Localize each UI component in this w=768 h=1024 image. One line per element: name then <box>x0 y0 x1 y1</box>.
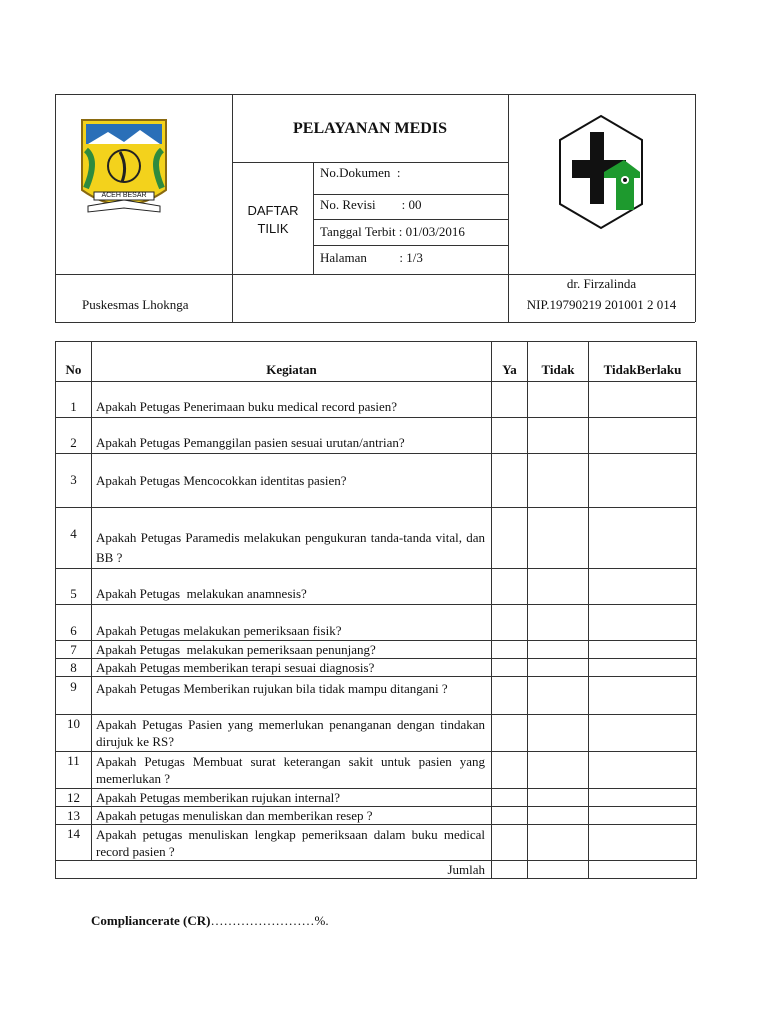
check-ya[interactable] <box>492 659 528 677</box>
check-ya[interactable] <box>492 677 528 715</box>
col-kegiatan: Kegiatan <box>92 342 492 382</box>
signer-name: dr. Firzalinda <box>566 276 637 291</box>
aceh-besar-emblem <box>78 110 170 222</box>
check-tidak-berlaku[interactable] <box>589 715 697 752</box>
row-activity: Apakah Petugas melakukan anamnesis? <box>92 569 492 605</box>
check-ya[interactable] <box>492 382 528 418</box>
check-ya[interactable] <box>492 418 528 454</box>
table-row <box>56 569 697 605</box>
compliance-label: Compliancerate (CR) <box>91 913 211 928</box>
signer-nip: NIP.19790219 201001 2 014 <box>526 297 677 312</box>
compliance-unit: %. <box>314 913 329 928</box>
table-row <box>56 382 697 418</box>
check-tidak-berlaku[interactable] <box>589 825 697 861</box>
row-number: 11 <box>56 752 92 789</box>
puskesmas-logo <box>556 114 646 232</box>
row-number: 1 <box>56 382 92 418</box>
check-tidak[interactable] <box>528 825 589 861</box>
row-number: 8 <box>56 659 92 677</box>
check-ya[interactable] <box>492 715 528 752</box>
check-tidak[interactable] <box>528 752 589 789</box>
table-row <box>56 715 697 752</box>
check-tidak[interactable] <box>528 418 589 454</box>
check-tidak[interactable] <box>528 715 589 752</box>
check-tidak-berlaku[interactable] <box>589 677 697 715</box>
table-row <box>56 807 697 825</box>
total-ya[interactable] <box>492 861 528 879</box>
row-activity: Apakah Petugas Pasien yang memerlukan penanganan dengan tindakan dirujuk ke RS? <box>92 715 492 752</box>
row-activity: Apakah Petugas melakukan pemeriksaan penunjang? <box>92 641 492 659</box>
row-number: 5 <box>56 569 92 605</box>
table-row <box>56 659 697 677</box>
row-number: 2 <box>56 418 92 454</box>
compliance-blank[interactable]: …………………… <box>210 913 315 928</box>
check-tidak-berlaku[interactable] <box>589 807 697 825</box>
organization-name: Puskesmas Lhoknga <box>82 297 189 312</box>
check-ya[interactable] <box>492 807 528 825</box>
check-tidak[interactable] <box>528 789 589 807</box>
check-tidak[interactable] <box>528 677 589 715</box>
checklist-table <box>55 341 697 879</box>
row-number: 10 <box>56 715 92 752</box>
check-ya[interactable] <box>492 789 528 807</box>
table-row <box>56 508 697 569</box>
total-tidak-berlaku[interactable] <box>589 861 697 879</box>
check-tidak[interactable] <box>528 807 589 825</box>
check-ya[interactable] <box>492 454 528 508</box>
check-tidak-berlaku[interactable] <box>589 789 697 807</box>
row-activity: Apakah Petugas melakukan pemeriksaan fisik? <box>92 605 492 641</box>
check-tidak[interactable] <box>528 382 589 418</box>
compliance-rate <box>91 913 329 929</box>
field-no-dokumen: No.Dokumen : <box>320 165 401 180</box>
check-tidak-berlaku[interactable] <box>589 659 697 677</box>
table-row <box>56 825 697 861</box>
row-activity: Apakah Petugas Membuat surat keterangan sakit untuk pasien yang memerlukan ? <box>92 752 492 789</box>
check-tidak-berlaku[interactable] <box>589 454 697 508</box>
row-number: 9 <box>56 677 92 715</box>
check-tidak-berlaku[interactable] <box>589 508 697 569</box>
table-header-row <box>56 342 697 382</box>
row-activity: Apakah Petugas memberikan terapi sesuai diagnosis? <box>92 659 492 677</box>
row-number: 4 <box>56 508 92 569</box>
field-halaman: Halaman : 1/3 <box>320 250 423 265</box>
col-tidak: Tidak <box>528 342 589 382</box>
document-type: DAFTAR TILIK <box>247 203 299 236</box>
row-number: 12 <box>56 789 92 807</box>
check-tidak-berlaku[interactable] <box>589 605 697 641</box>
row-activity: Apakah Petugas memberikan rujukan internal? <box>92 789 492 807</box>
check-tidak[interactable] <box>528 454 589 508</box>
table-row <box>56 789 697 807</box>
check-ya[interactable] <box>492 641 528 659</box>
check-tidak[interactable] <box>528 659 589 677</box>
check-tidak[interactable] <box>528 508 589 569</box>
table-row <box>56 641 697 659</box>
check-tidak-berlaku[interactable] <box>589 752 697 789</box>
check-ya[interactable] <box>492 569 528 605</box>
row-number: 7 <box>56 641 92 659</box>
check-tidak-berlaku[interactable] <box>589 569 697 605</box>
check-tidak-berlaku[interactable] <box>589 382 697 418</box>
check-ya[interactable] <box>492 825 528 861</box>
check-tidak[interactable] <box>528 641 589 659</box>
total-row <box>56 861 697 879</box>
table-row <box>56 605 697 641</box>
check-tidak[interactable] <box>528 605 589 641</box>
check-ya[interactable] <box>492 508 528 569</box>
check-tidak-berlaku[interactable] <box>589 641 697 659</box>
col-tidak-berlaku: TidakBerlaku <box>589 342 697 382</box>
total-tidak[interactable] <box>528 861 589 879</box>
check-tidak[interactable] <box>528 569 589 605</box>
row-activity: Apakah petugas menuliskan lengkap pemeriksaan dalam buku medical record pasien ? <box>92 825 492 861</box>
row-number: 14 <box>56 825 92 861</box>
check-ya[interactable] <box>492 752 528 789</box>
table-row <box>56 418 697 454</box>
total-label: Jumlah <box>56 861 492 879</box>
emblem-caption: ACEH BESAR <box>101 192 147 199</box>
row-number: 13 <box>56 807 92 825</box>
check-tidak-berlaku[interactable] <box>589 418 697 454</box>
table-row <box>56 752 697 789</box>
field-tanggal-terbit: Tanggal Terbit : 01/03/2016 <box>320 224 465 239</box>
row-activity: Apakah Petugas Paramedis melakukan pengukuran tanda-tanda vital, dan BB ? <box>92 508 492 569</box>
row-activity: Apakah Petugas Pemanggilan pasien sesuai urutan/antrian? <box>92 418 492 454</box>
col-no: No <box>56 342 92 382</box>
table-row <box>56 677 697 715</box>
row-activity: Apakah petugas menuliskan dan memberikan resep ? <box>92 807 492 825</box>
row-number: 3 <box>56 454 92 508</box>
check-ya[interactable] <box>492 605 528 641</box>
field-no-revisi: No. Revisi : 00 <box>320 197 422 212</box>
table-row <box>56 454 697 508</box>
row-number: 6 <box>56 605 92 641</box>
row-activity: Apakah Petugas Penerimaan buku medical record pasien? <box>92 382 492 418</box>
col-ya: Ya <box>492 342 528 382</box>
row-activity: Apakah Petugas Mencocokkan identitas pasien? <box>92 454 492 508</box>
row-activity: Apakah Petugas Memberikan rujukan bila tidak mampu ditangani ? <box>92 677 492 715</box>
document-title: PELAYANAN MEDIS <box>293 120 447 137</box>
